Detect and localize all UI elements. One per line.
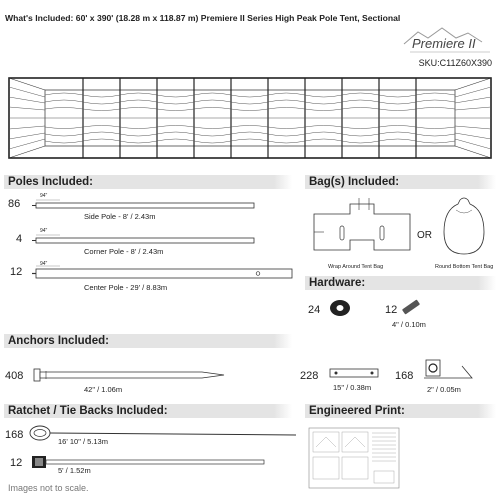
hardware-heading: Hardware: (305, 276, 496, 290)
plate-label: 15" / 0.38m (333, 383, 372, 392)
stake-label: 42" / 1.06m (84, 385, 123, 394)
side-pole-tag: 94" (40, 193, 48, 199)
corner-pole-tag: 94" (40, 228, 48, 234)
side-pole-qty: 86 (8, 198, 21, 210)
bolt-label: 4" / 0.10m (392, 320, 426, 329)
ring-qty: 24 (308, 304, 321, 316)
side-pole-label: Side Pole - 8' / 2.43m (84, 212, 156, 221)
round-bottom-tent-bag-image (440, 196, 488, 263)
center-pole-qty: 12 (10, 266, 23, 278)
wrap-around-tent-bag-label: Wrap Around Tent Bag (328, 264, 384, 270)
logo-text: Premiere II (412, 36, 476, 51)
round-bottom-tent-bag-label: Round Bottom Tent Bag (435, 264, 494, 270)
corner-pole-label: Corner Pole - 8' / 2.43m (84, 247, 164, 256)
bolt-qty: 12 (385, 304, 398, 316)
stake-image (32, 365, 228, 390)
buckle-label: 2" / 0.05m (427, 385, 461, 394)
ratchet-long-qty: 168 (5, 429, 24, 441)
ratchet-long-label: 16' 10" / 5.13m (58, 437, 108, 446)
anchors-heading: Anchors Included: (4, 334, 292, 348)
page-title: What's Included: 60' x 390' (18.28 m x 118.87 m) Premiere II Series High Peak Pole Tent, Sectional (5, 13, 401, 23)
bag-or-label: OR (417, 230, 432, 241)
stake-qty: 408 (5, 370, 24, 382)
bags-heading: Bag(s) Included: (305, 175, 496, 189)
corner-pole-qty: 4 (16, 233, 23, 245)
footer-note: Images not to scale. (8, 483, 89, 493)
ratchet-short-qty: 12 (10, 457, 23, 469)
hardware-ring-image (328, 298, 352, 323)
ratchets-heading: Ratchet / Tie Backs Included: (4, 404, 292, 418)
plate-qty: 228 (300, 370, 319, 382)
buckle-qty: 168 (395, 370, 414, 382)
buckle-image (422, 356, 476, 387)
poles-heading: Poles Included: (4, 175, 292, 189)
center-pole-tag: 94" (40, 261, 48, 267)
tent-plan-drawing (8, 77, 492, 164)
wrap-around-tent-bag-image (312, 196, 412, 261)
hardware-bolt-image (400, 296, 422, 321)
engineered-print-image (308, 427, 400, 494)
brand-logo (402, 24, 494, 56)
print-heading: Engineered Print: (305, 404, 496, 418)
center-pole-label: Center Pole - 29' / 8.83m (84, 283, 168, 292)
ratchet-short-label: 5' / 1.52m (58, 466, 91, 475)
sku-label: SKU:C11Z60X390 (418, 58, 492, 68)
